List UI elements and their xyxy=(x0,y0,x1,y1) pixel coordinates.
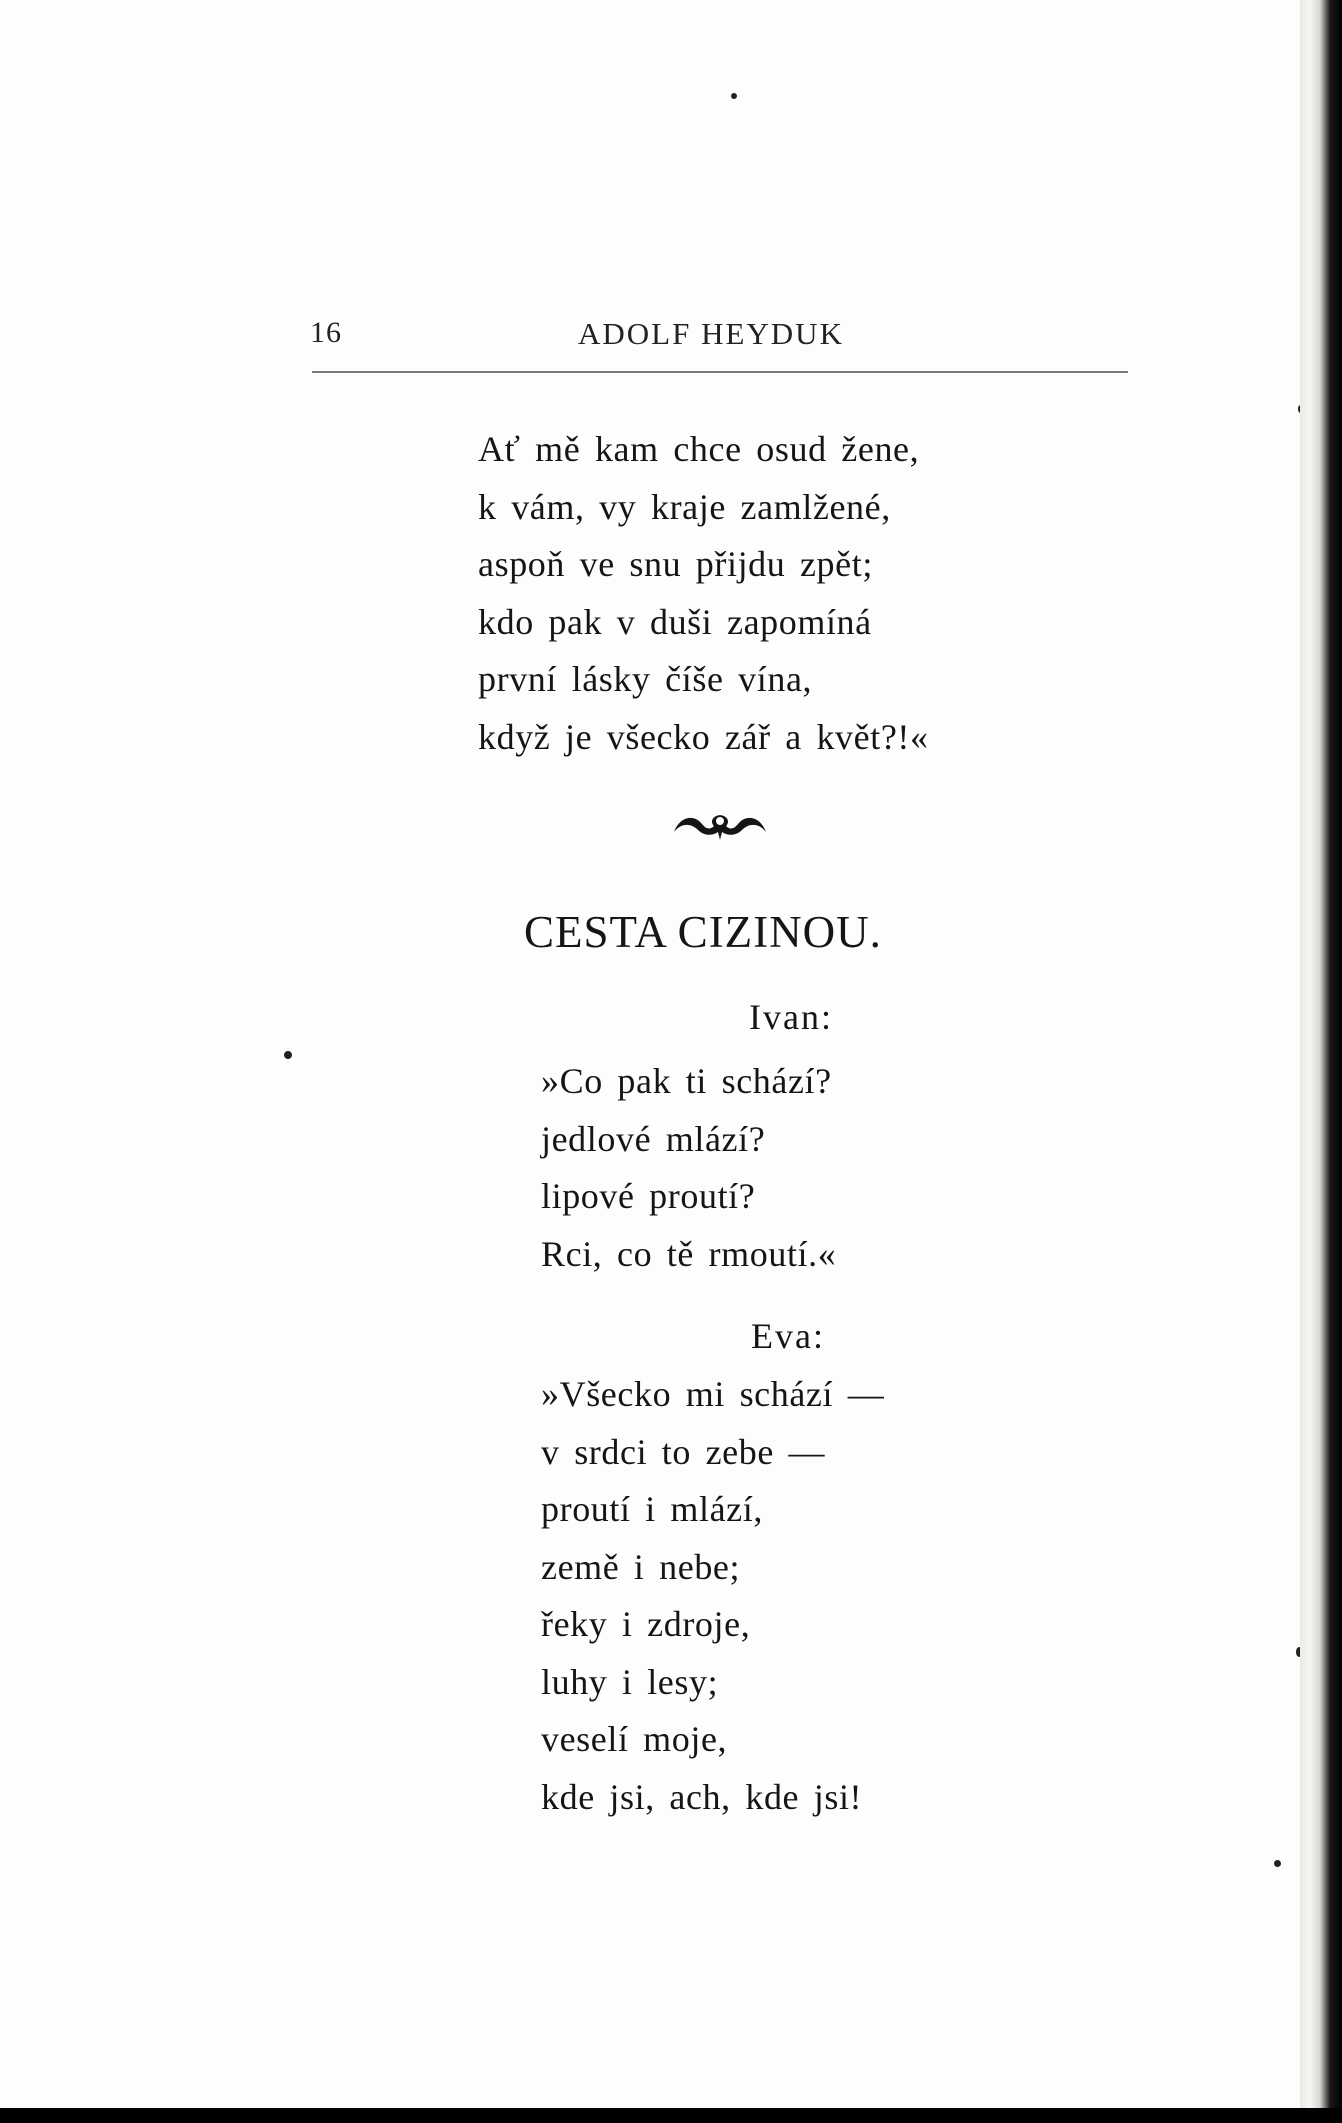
speaker-name: Eva: xyxy=(751,1316,825,1356)
paper-speck xyxy=(1274,1860,1281,1867)
verse-line: když je všecko zář a květ?!« xyxy=(478,716,929,757)
verse-line: kdo pak v duši zapomíná xyxy=(478,601,872,642)
header-rule xyxy=(312,371,1128,373)
verse-line: lipové proutí? xyxy=(541,1176,756,1216)
verse-line: kde jsi, ach, kde jsi! xyxy=(541,1776,863,1817)
verse-line: proutí i mlází, xyxy=(541,1489,763,1529)
paper-speck xyxy=(284,1051,292,1059)
verse-line: »Co pak ti schází? xyxy=(541,1061,832,1101)
verse-line: řeky i zdroje, xyxy=(541,1604,751,1644)
verse-line: Ať mě kam chce osud žene, xyxy=(478,429,920,469)
verse-line: k vám, vy kraje zamlžené, xyxy=(478,486,891,527)
verse-line: luhy i lesy; xyxy=(541,1661,719,1702)
speaker-name: Ivan: xyxy=(749,997,833,1037)
verse-line: Rci, co tě rmoutí.« xyxy=(541,1233,837,1274)
stanza-eva xyxy=(541,1366,884,1826)
verse-line: aspoň ve snu přijdu zpět; xyxy=(478,544,873,584)
verse-line: první lásky číše vína, xyxy=(478,659,813,699)
verse-line: v srdci to zebe — xyxy=(541,1431,826,1472)
page-header xyxy=(310,316,1130,360)
book-gutter-edge xyxy=(1300,0,1342,2123)
verse-line: jedlové mlází? xyxy=(541,1118,766,1159)
verse-line: země i nebe; xyxy=(541,1546,741,1587)
verse-line: »Všecko mi schází — xyxy=(541,1374,885,1414)
fleuron-ornament-icon xyxy=(670,806,770,842)
page-number: 16 xyxy=(310,316,342,349)
stanza-closing-previous-poem xyxy=(478,421,929,766)
verse-line: veselí moje, xyxy=(541,1719,728,1759)
stanza-ivan xyxy=(541,1053,836,1283)
running-head: ADOLF HEYDUK xyxy=(578,316,844,351)
paper-speck xyxy=(731,93,737,99)
poem-title: CESTA CIZINOU. xyxy=(524,907,882,957)
scan-border xyxy=(0,2108,1342,2123)
